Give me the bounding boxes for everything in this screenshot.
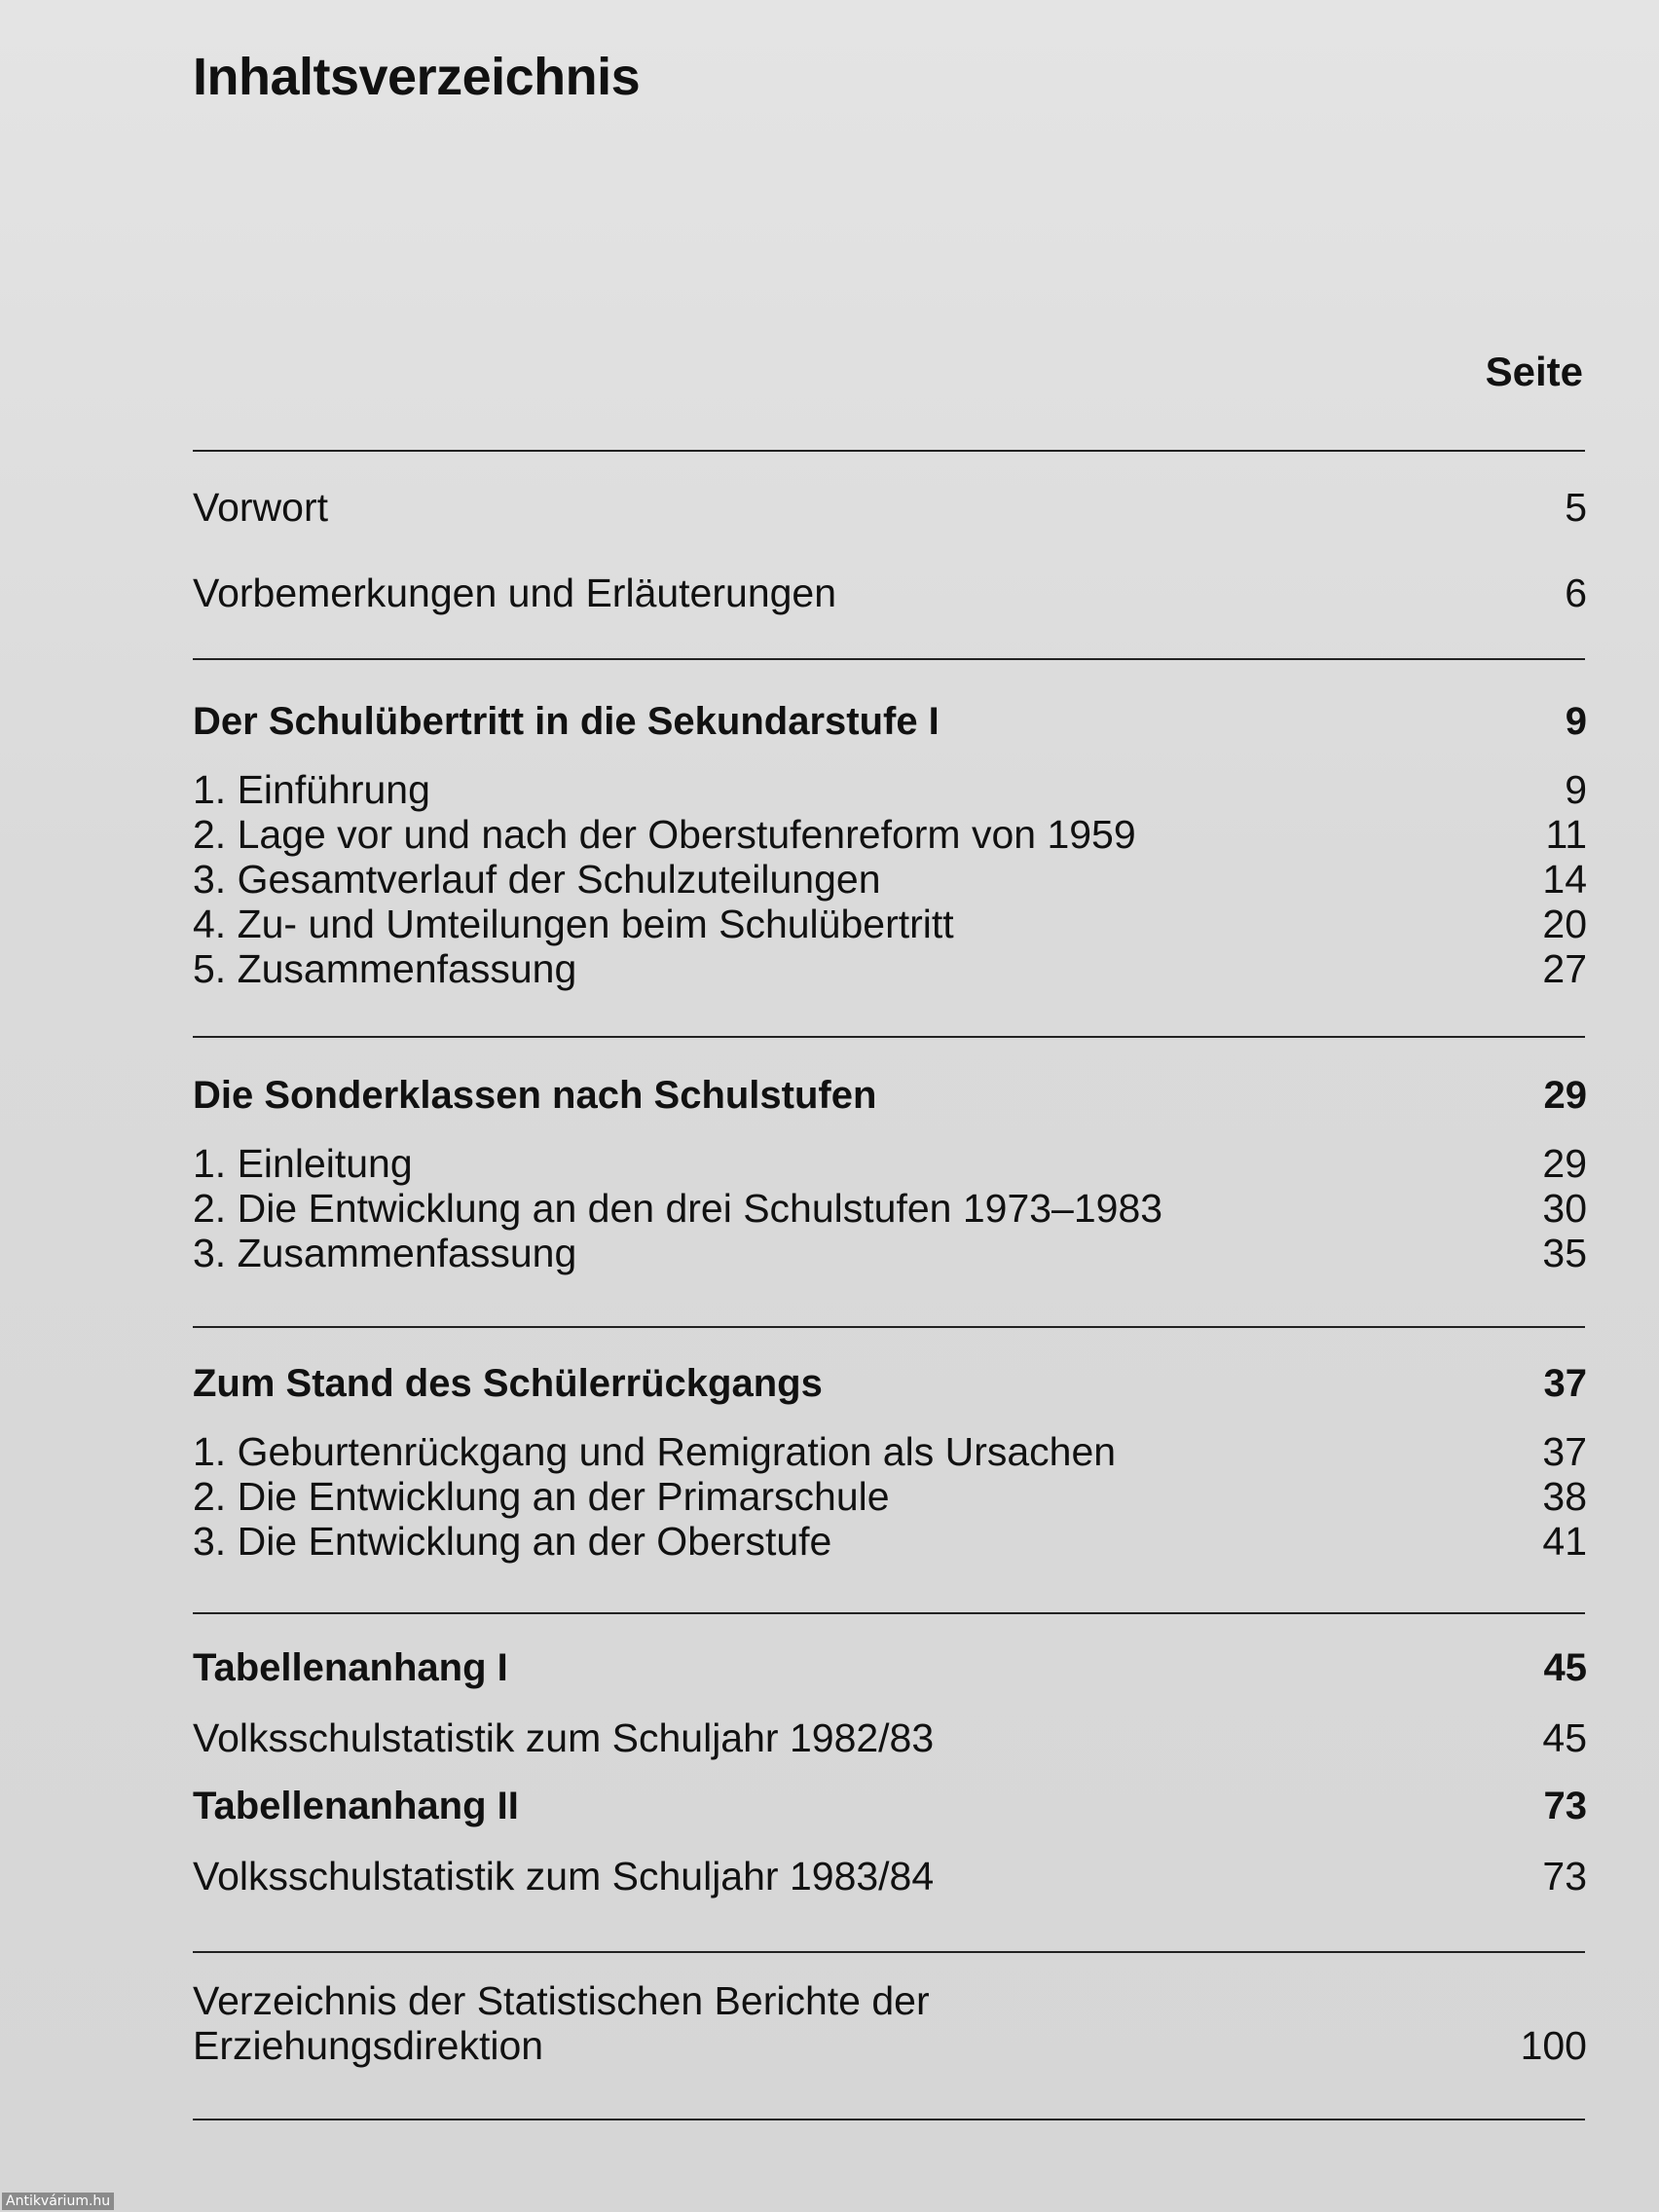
toc-entry-page: 9 [1565, 700, 1587, 743]
toc-section-heading [193, 1361, 1587, 1406]
toc-entry [193, 1429, 1587, 1474]
toc-entry-label: Volksschulstatistik zum Schuljahr 1982/83 [193, 1715, 935, 1760]
toc-section-heading [193, 1073, 1587, 1118]
toc-entry-label: 3. Zusammenfassung [193, 1231, 577, 1275]
watermark: Antikvárium.hu [2, 2193, 114, 2210]
toc-entry-page: 14 [1542, 857, 1587, 902]
toc-entry-label: Volksschulstatistik zum Schuljahr 1983/84 [193, 1854, 935, 1899]
toc-entry [193, 946, 1587, 991]
toc-entry-label: 3. Gesamtverlauf der Schulzuteilungen [193, 857, 881, 902]
toc-entry-label: 2. Die Entwicklung an den drei Schulstufen 1973–1983 [193, 1186, 1163, 1231]
divider [193, 1036, 1585, 1038]
toc-entry [193, 571, 1587, 615]
toc-entry-page: 45 [1543, 1646, 1587, 1689]
toc-entry-label: Tabellenanhang I [193, 1646, 508, 1689]
page-title: Inhaltsverzeichnis [193, 48, 641, 106]
toc-entry-page: 37 [1542, 1429, 1587, 1474]
toc-entry-page: 29 [1542, 1141, 1587, 1186]
toc-entry-page: 35 [1542, 1231, 1587, 1275]
toc-entry-label: Tabellenanhang II [193, 1785, 519, 1827]
toc-entry [193, 857, 1587, 902]
toc-entry-page: 73 [1542, 1854, 1587, 1899]
toc-entry-page: 38 [1542, 1474, 1587, 1519]
divider [193, 658, 1585, 660]
toc-entry-page: 9 [1565, 767, 1587, 812]
toc-entry-label [193, 1978, 930, 2068]
toc-entry-label-line: Erziehungsdirektion [193, 2023, 544, 2068]
toc-entry [193, 1186, 1587, 1231]
toc-entry [193, 767, 1587, 812]
toc-entry-label: Zum Stand des Schülerrückgangs [193, 1362, 823, 1405]
toc-entry-label: 1. Einleitung [193, 1141, 413, 1186]
toc-entry-page: 27 [1542, 946, 1587, 991]
toc-entry-label: 1. Einführung [193, 767, 430, 812]
toc-entry [193, 1715, 1587, 1760]
divider [193, 450, 1585, 452]
divider [193, 2119, 1585, 2120]
toc-entry-page: 11 [1545, 812, 1587, 857]
divider [193, 1326, 1585, 1328]
toc-entry-label: 2. Lage vor und nach der Oberstufenreform von 1959 [193, 812, 1136, 857]
toc-entry [193, 1854, 1587, 1899]
divider [193, 1951, 1585, 1953]
toc-entry-label: Vorbemerkungen und Erläuterungen [193, 571, 837, 615]
toc-entry-label: 4. Zu- und Umteilungen beim Schulübertritt [193, 902, 954, 946]
toc-entry [193, 1519, 1587, 1564]
toc-entry [193, 1474, 1587, 1519]
toc-entry-label: Vorwort [193, 485, 328, 530]
toc-entry-page: 37 [1543, 1362, 1587, 1405]
toc-entry [193, 812, 1587, 857]
toc-entry-label: Die Sonderklassen nach Schulstufen [193, 1074, 877, 1117]
toc-entry-label: 3. Die Entwicklung an der Oberstufe [193, 1519, 832, 1564]
toc-entry [193, 1231, 1587, 1275]
toc-entry-page: 73 [1543, 1785, 1587, 1827]
toc-entry-label: Der Schulübertritt in die Sekundarstufe I [193, 700, 940, 743]
page-column-header: Seite [1485, 349, 1583, 394]
toc-entry-page: 20 [1542, 902, 1587, 946]
toc-entry-page: 5 [1565, 485, 1587, 530]
toc-entry-page: 100 [1520, 2023, 1587, 2068]
toc-entry-page: 29 [1543, 1074, 1587, 1117]
toc-entry-label: 1. Geburtenrückgang und Remigration als Ursachen [193, 1429, 1117, 1474]
toc-entry-page: 30 [1542, 1186, 1587, 1231]
toc-section-heading [193, 1784, 1587, 1828]
toc-entry-label: 2. Die Entwicklung an der Primarschule [193, 1474, 890, 1519]
toc-section-heading [193, 699, 1587, 744]
toc-entry [193, 1978, 1587, 2068]
toc-entry-page: 41 [1542, 1519, 1587, 1564]
toc-section-heading [193, 1645, 1587, 1690]
divider [193, 1612, 1585, 1614]
toc-entry-page: 6 [1565, 571, 1587, 615]
toc-entry-page: 45 [1542, 1715, 1587, 1760]
toc-entry [193, 485, 1587, 530]
toc-entry-label: 5. Zusammenfassung [193, 946, 577, 991]
toc-entry-label-line: Verzeichnis der Statistischen Berichte der [193, 1978, 930, 2023]
toc-entry [193, 1141, 1587, 1186]
toc-entry [193, 902, 1587, 946]
